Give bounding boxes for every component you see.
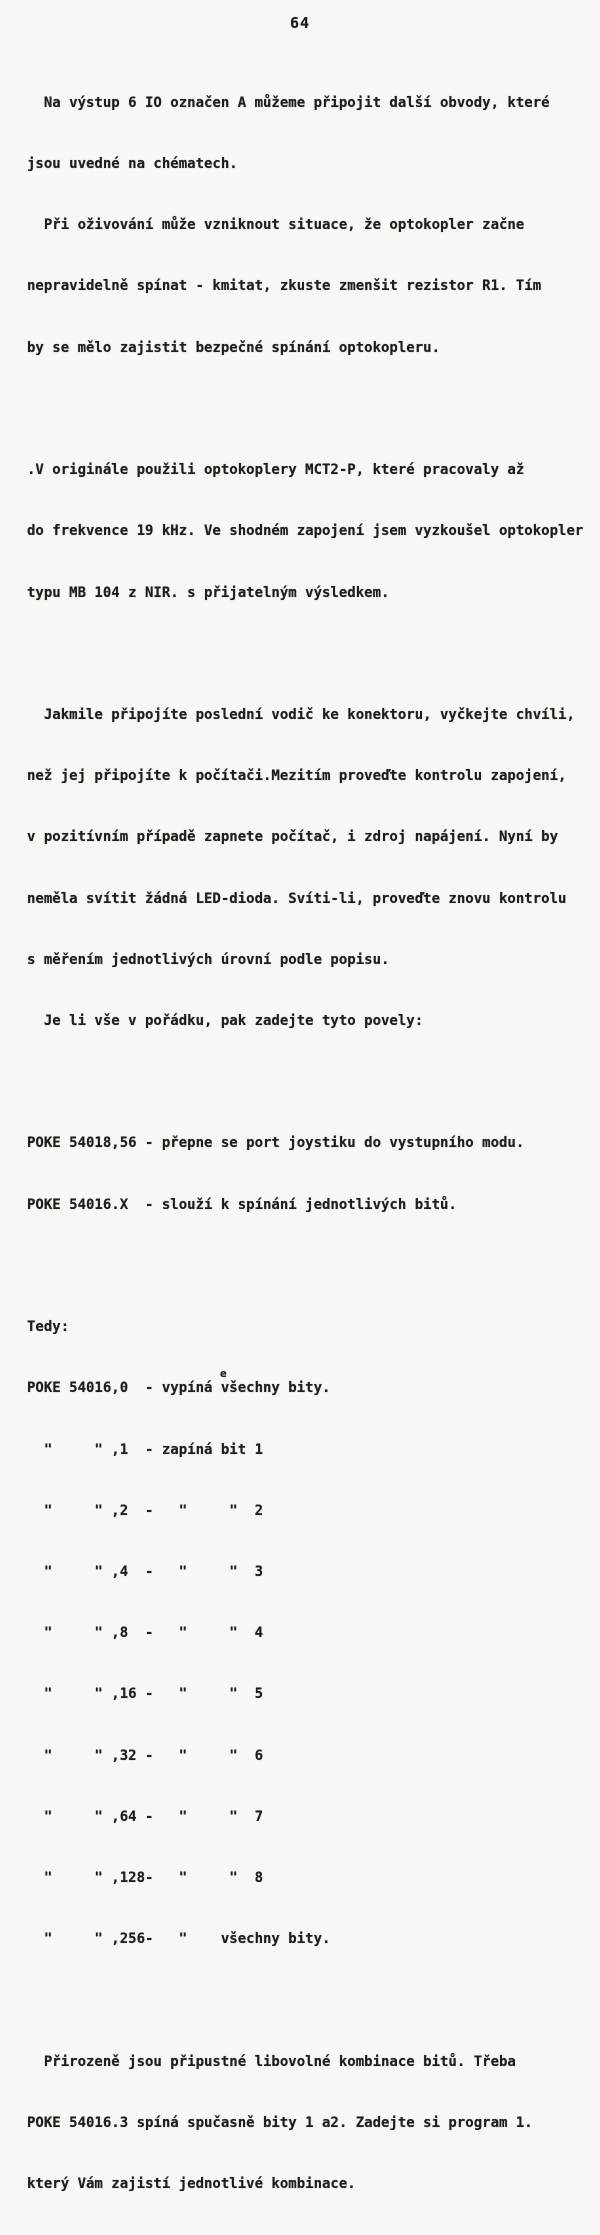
paragraph-line: .V originále použili optokoplery MCT2-P, které pracovaly až [27,462,525,479]
page-number: 64 [289,14,311,32]
typed-correction-mark: e [220,1367,227,1381]
closing-paragraph-line: který Vám zajistí jednotlivé kombinace. [27,2176,356,2193]
poke-command-line: POKE 54018,56 - přepne se port joystiku do vystupního modu. [27,1135,525,1152]
poke-table-row: " " ,256- " všechny bity. [27,1931,331,1948]
paragraph-line: typu MB 104 z NIR. s přijatelným výsledkem. [27,584,390,601]
blank-line [27,1991,594,2011]
poke-table-row: " " ,32 - " " 6 [27,1747,264,1764]
poke-command-line: POKE 54016.X - slouží k spínání jednotlivých bitů. [27,1196,457,1213]
typewritten-text-block [27,52,594,2235]
paragraph-line: Při oživování může vzniknout situace, že optokopler začne [27,217,525,234]
poke-table-row: " " ,64 - " " 7 [27,1808,264,1825]
poke-table-row: " " ,4 - " " 3 [27,1564,264,1580]
closing-paragraph-line: POKE 54016.3 spíná spučasně bity 1 a2. Zadejte si program 1. [27,2114,533,2131]
paragraph-line: s měřením jednotlivých úrovní podle popisu. [27,951,390,968]
paragraph-line: v pozitívním případě zapnete počítač, i zdroj napájení. Nyní by [27,829,559,846]
poke-table-row: " " ,2 - " " 2 [27,1502,264,1519]
blank-line [27,644,594,664]
paragraph-line: nepravidelně spínat - kmitat, zkuste zmenšit rezistor R1. Tím [27,278,542,295]
paragraph-line: než jej připojíte k počítači.Mezitím proveďte kontrolu zapojení, [27,768,567,785]
poke-table-header-text: POKE 54016,0 - vypíná všechny bity. [27,1380,331,1397]
closing-paragraph-line: Přirozeně jsou připustné libovolné kombinace bitů. Třeba [27,2053,516,2070]
paragraph-line: do frekvence 19 kHz. Ve shodném zapojení jsem vyzkoušel optokopler [27,523,584,540]
poke-table-row: " " ,16 - " " 5 [27,1686,264,1703]
poke-table-row: " " ,128- " " 8 [27,1870,264,1887]
paragraph-line: by se mělo zajistit bezpečné spínání optokopleru. [27,339,441,356]
blank-line [27,399,594,419]
blank-line [27,1072,594,1092]
poke-table-row: " " ,1 - zapíná bit 1 [27,1441,264,1458]
paragraph-line: neměla svítit žádná LED-dioda. Svíti-li, proveďte znovu kontrolu [27,890,567,907]
paragraph-line: Jakmile připojíte poslední vodič ke konektoru, vyčkejte chvíli, [27,706,575,723]
blank-line [27,1256,594,1276]
paragraph-line: jsou uvedné na chématech. [27,156,238,173]
paragraph-line: Na výstup 6 IO označen A můžeme připojit další obvody, které [27,94,550,111]
poke-table-header-row [27,1367,594,1398]
table-intro-line: Tedy: [27,1319,70,1336]
poke-table-row: " " ,8 - " " 4 [27,1625,264,1642]
paragraph-line: Je li vše v pořádku, pak zadejte tyto povely: [27,1013,424,1030]
